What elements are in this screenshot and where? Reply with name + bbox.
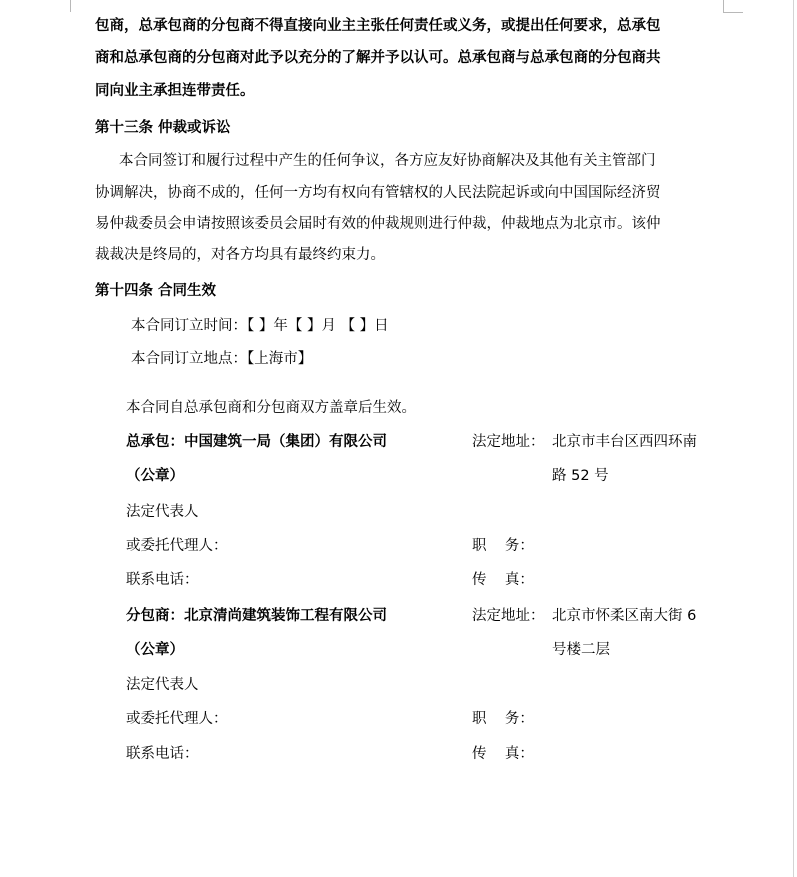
party-b-address-line-2: 号楼二层 xyxy=(552,642,610,658)
party-a-fax-label: 传 真： xyxy=(472,572,534,588)
party-a-address-label: 法定地址： xyxy=(472,434,545,450)
clause-13-line-3: 易仲裁委员会申请按照该委员会届时有效的仲裁规则进行仲裁，仲裁地点为北京市。该仲 xyxy=(95,216,661,232)
party-b-fax-label: 传 真： xyxy=(472,746,534,762)
clause-12-line-1: 包商，总承包商的分包商不得直接向业主主张任何责任或义务，或提出任何要求，总承包 xyxy=(95,18,661,34)
party-a-agent: 或委托代理人： xyxy=(126,538,228,554)
party-b-name: 分包商：北京清尚建筑装饰工程有限公司 xyxy=(126,608,387,624)
party-b-legal-rep: 法定代表人 xyxy=(126,677,199,693)
party-b-position-label: 职 务： xyxy=(472,711,534,727)
party-a-address-line-2: 路 52 号 xyxy=(552,468,609,484)
party-a-name: 总承包：中国建筑一局（集团）有限公司 xyxy=(126,434,387,450)
clause-13-line-2: 协调解决，协商不成的，任何一方均有权向有管辖权的人民法院起诉或向中国国际经济贸 xyxy=(95,185,661,201)
contract-effect-line: 本合同自总承包商和分包商双方盖章后生效。 xyxy=(126,400,416,416)
party-a-legal-rep: 法定代表人 xyxy=(126,504,199,520)
clause-14-heading: 第十四条 合同生效 xyxy=(95,283,217,299)
party-b-address-label: 法定地址： xyxy=(472,608,545,624)
party-a-seal: （公章） xyxy=(126,468,184,484)
party-b-phone: 联系电话： xyxy=(126,746,199,762)
party-b-agent: 或委托代理人： xyxy=(126,711,228,727)
party-b-seal: （公章） xyxy=(126,642,184,658)
party-a-address-line-1: 北京市丰台区西四环南 xyxy=(552,434,697,450)
party-a-position-label: 职 务： xyxy=(472,538,534,554)
contract-place-line: 本合同订立地点：【上海市】 xyxy=(131,351,313,367)
clause-13-heading: 第十三条 仲裁或诉讼 xyxy=(95,120,231,136)
clause-12-line-3: 同向业主承担连带责任。 xyxy=(95,83,255,99)
party-b-address-line-1: 北京市怀柔区南大街 6 xyxy=(552,608,697,624)
clause-13-line-1: 本合同签订和履行过程中产生的任何争议，各方应友好协商解决及其他有关主管部门 xyxy=(119,153,656,169)
clause-13-line-4: 裁裁决是终局的，对各方均具有最终约束力。 xyxy=(95,247,385,263)
contract-date-line: 本合同订立时间：【 】年【 】月 【 】日 xyxy=(131,318,389,334)
clause-12-line-2: 商和总承包商的分包商对此予以充分的了解并予以认可。总承包商与总承包商的分包商共 xyxy=(95,50,661,66)
party-a-phone: 联系电话： xyxy=(126,572,199,588)
